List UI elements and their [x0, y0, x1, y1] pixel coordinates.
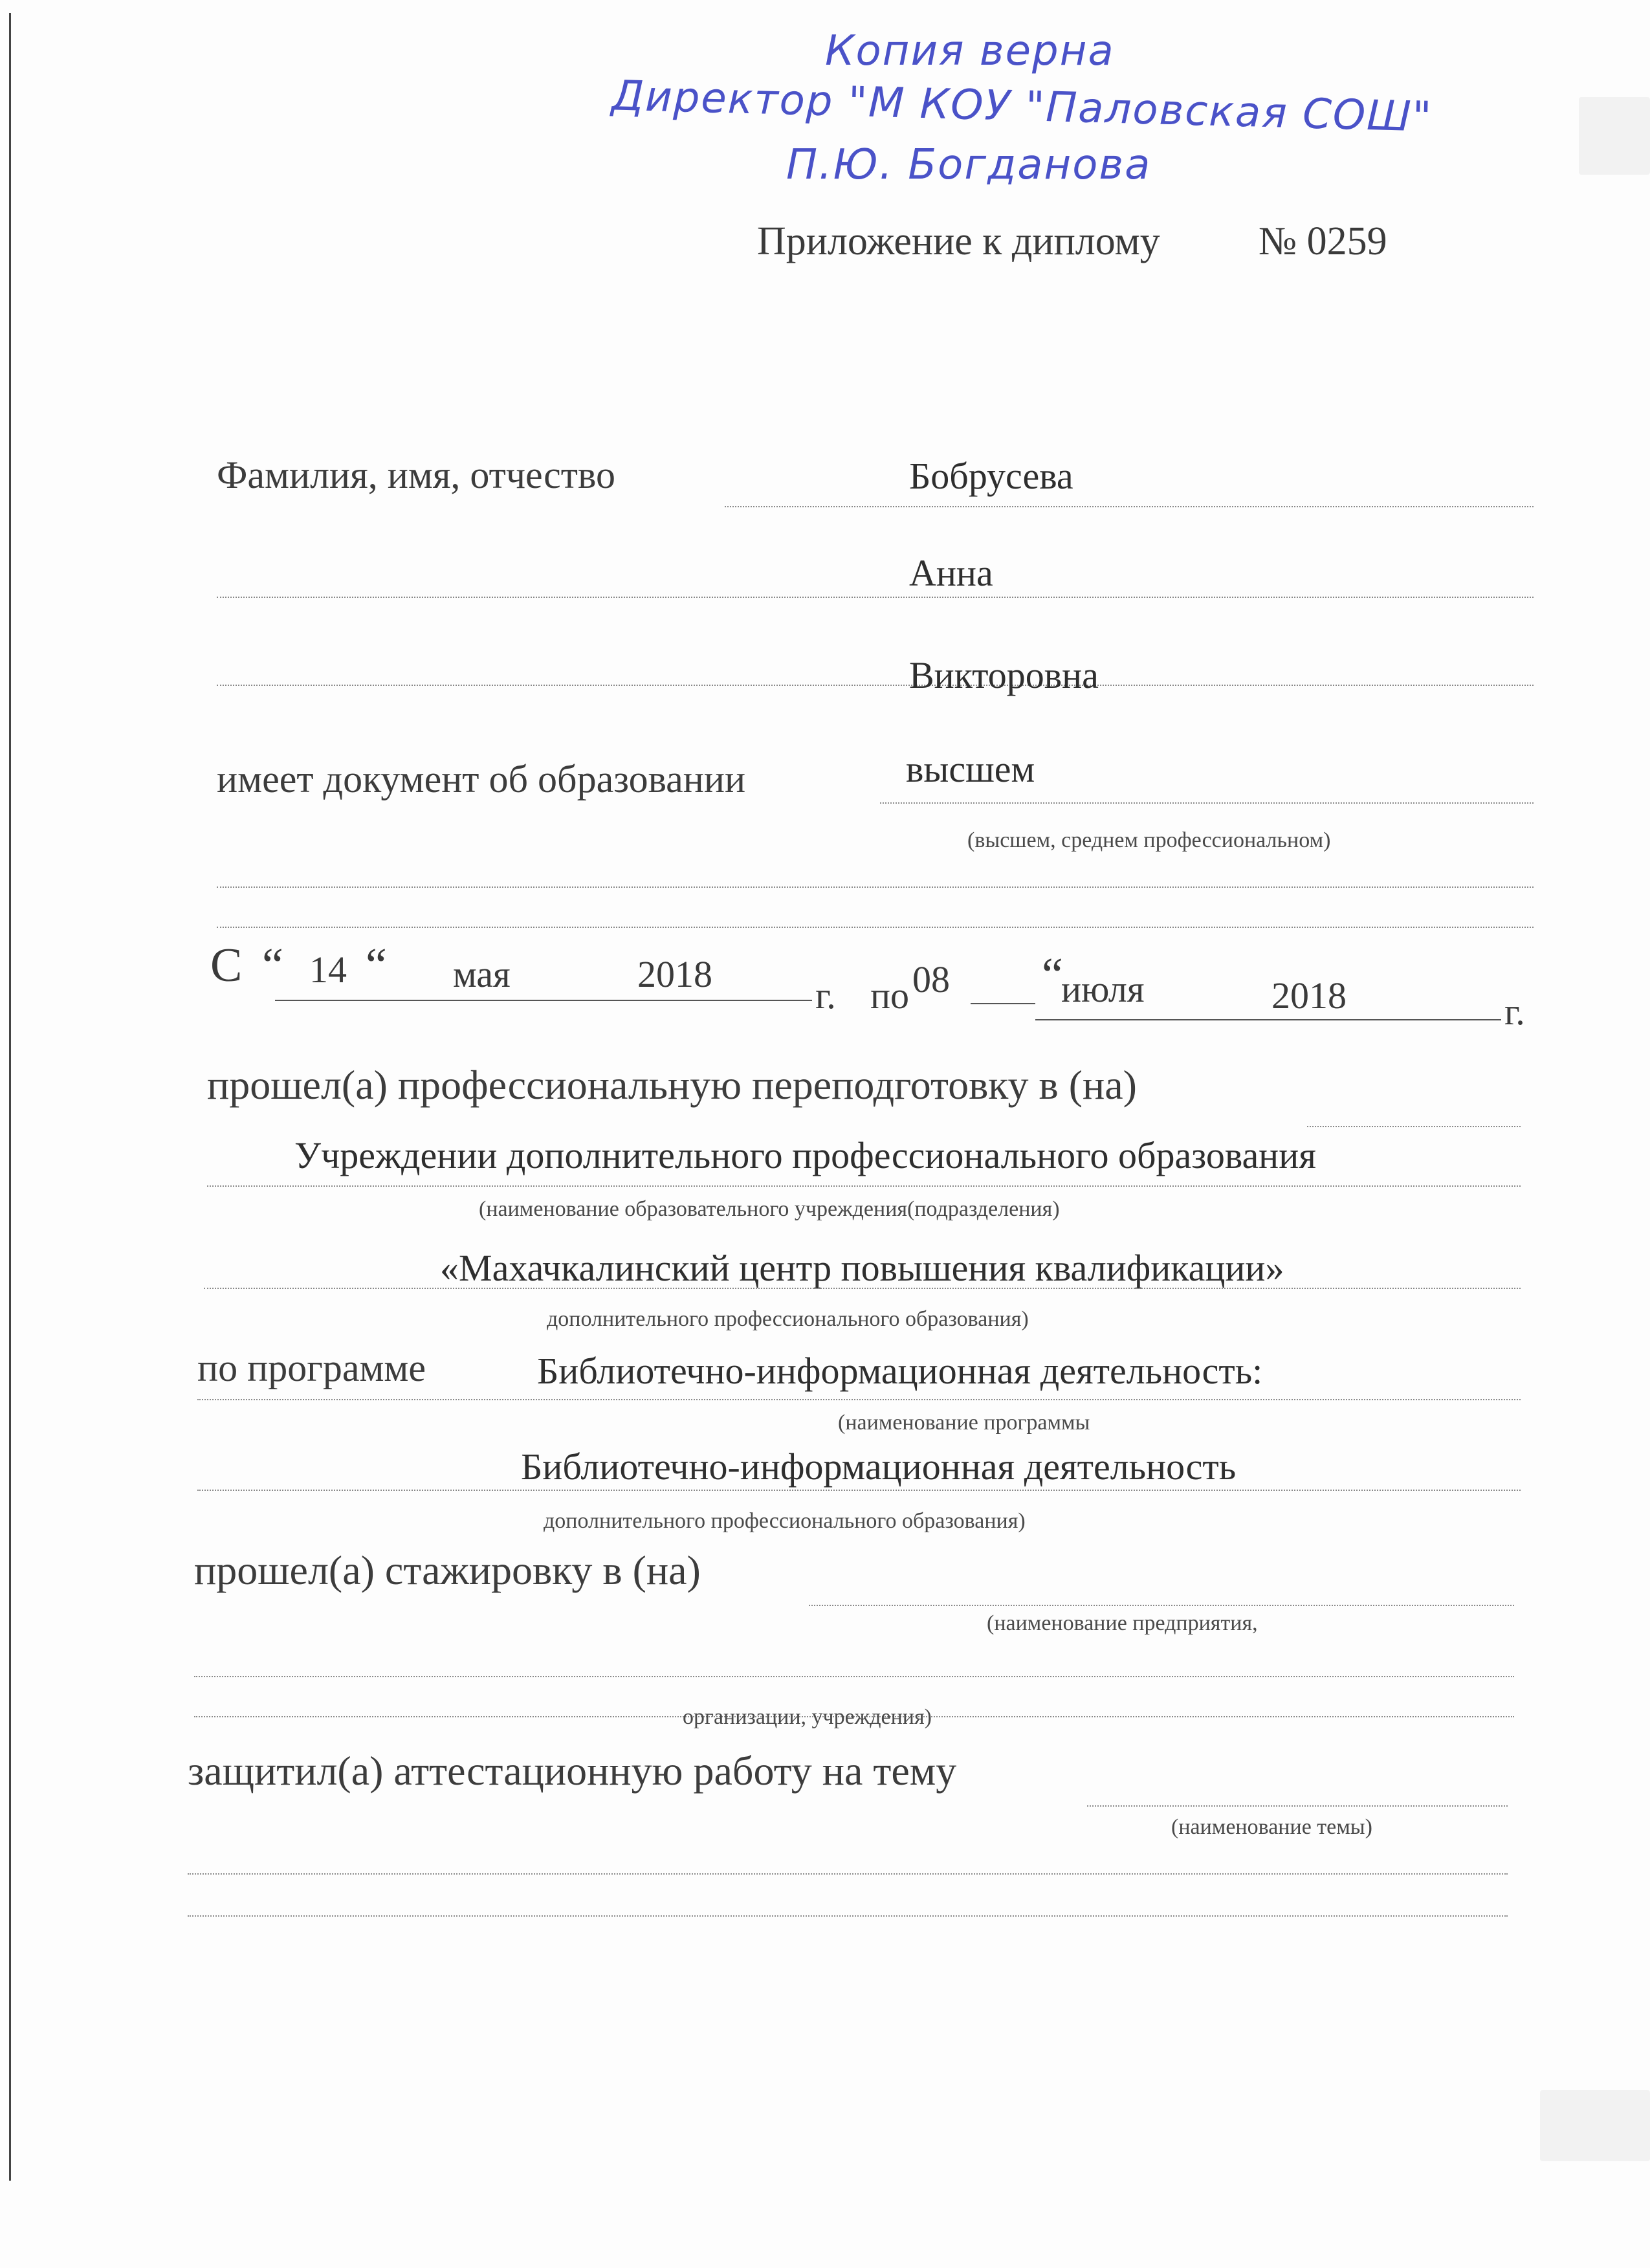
diploma-number: № 0259 — [1259, 219, 1387, 263]
scan-edge — [9, 13, 11, 2181]
underline — [971, 1003, 1035, 1004]
period-end-day: 08 — [912, 958, 950, 1000]
certification-line-2: Директор "М КОУ "Паловская СОШ" — [611, 72, 1433, 142]
underline — [880, 802, 1534, 804]
underline — [809, 1605, 1514, 1606]
underline — [197, 1490, 1521, 1491]
page-title: Приложение к диплому — [757, 219, 1160, 263]
underline — [217, 597, 1534, 598]
fio-label: Фамилия, имя, отчество — [217, 454, 615, 496]
underline — [204, 1288, 1521, 1289]
underline — [188, 1915, 1508, 1917]
period-start-year: 2018 — [637, 953, 712, 995]
underline — [188, 1873, 1508, 1875]
retraining-caption-2: дополнительного профессионального образования) — [547, 1307, 1029, 1331]
underline — [197, 1399, 1521, 1400]
period-prefix: С — [210, 939, 243, 992]
program-value-line-1: Библиотечно-информационная деятельность: — [537, 1350, 1263, 1392]
program-label: по программе — [197, 1347, 426, 1389]
program-caption-2: дополнительного профессионального образования) — [544, 1509, 1026, 1533]
underline — [194, 1676, 1514, 1677]
certification-line-3: П.Ю. Богданова — [786, 141, 1152, 189]
underline — [217, 685, 1534, 686]
scan-smudge — [1579, 97, 1650, 175]
certification-line-1: Копия верна — [825, 27, 1115, 75]
period-year-suffix-2: г. — [1504, 991, 1525, 1033]
internship-label: прошел(а) стажировку в (на) — [194, 1547, 701, 1593]
education-value: высшем — [906, 748, 1035, 790]
retraining-institution-line-1: Учреждении дополнительного профессионального образования — [294, 1134, 1316, 1176]
retraining-institution-line-2: «Махачкалинский центр повышения квалификации» — [440, 1247, 1284, 1289]
period-open-quote: “ — [262, 939, 283, 992]
underline — [207, 1185, 1521, 1187]
education-label: имеет документ об образовании — [217, 758, 746, 800]
period-end-month: июля — [1061, 968, 1145, 1010]
period-close-quote: “ — [366, 939, 387, 992]
period-start-day: 14 — [309, 949, 347, 991]
underline — [217, 886, 1534, 888]
program-caption-1: (наименование программы — [838, 1411, 1090, 1435]
internship-caption-1: (наименование предприятия, — [987, 1611, 1258, 1635]
underline — [1087, 1805, 1508, 1807]
period-year-suffix-1: г. — [815, 974, 836, 1017]
fio-patronymic: Викторовна — [909, 654, 1099, 696]
program-value-line-2: Библиотечно-информационная деятельность — [521, 1446, 1237, 1488]
thesis-caption: (наименование темы) — [1171, 1815, 1372, 1839]
fio-name: Анна — [909, 552, 993, 594]
retraining-label: прошел(а) профессиональную переподготовку в (на) — [207, 1062, 1137, 1108]
education-caption: (высшем, среднем профессиональном) — [967, 828, 1331, 852]
period-po: по — [870, 974, 910, 1017]
thesis-label: защитил(а) аттестационную работу на тему — [188, 1748, 957, 1794]
period-start-month: мая — [453, 953, 511, 995]
underline — [725, 506, 1534, 507]
underline — [1307, 1126, 1521, 1127]
retraining-caption-1: (наименование образовательного учреждения(подразделения) — [479, 1197, 1060, 1221]
period-end-year: 2018 — [1271, 974, 1347, 1017]
period-open-quote-2: “ — [1042, 949, 1063, 1002]
internship-caption-2: организации, учреждения) — [683, 1705, 932, 1729]
fio-surname: Бобрусева — [909, 455, 1073, 497]
underline — [217, 927, 1534, 928]
underline — [275, 1000, 812, 1001]
underline — [1391, 1019, 1501, 1020]
scan-smudge — [1540, 2090, 1650, 2161]
